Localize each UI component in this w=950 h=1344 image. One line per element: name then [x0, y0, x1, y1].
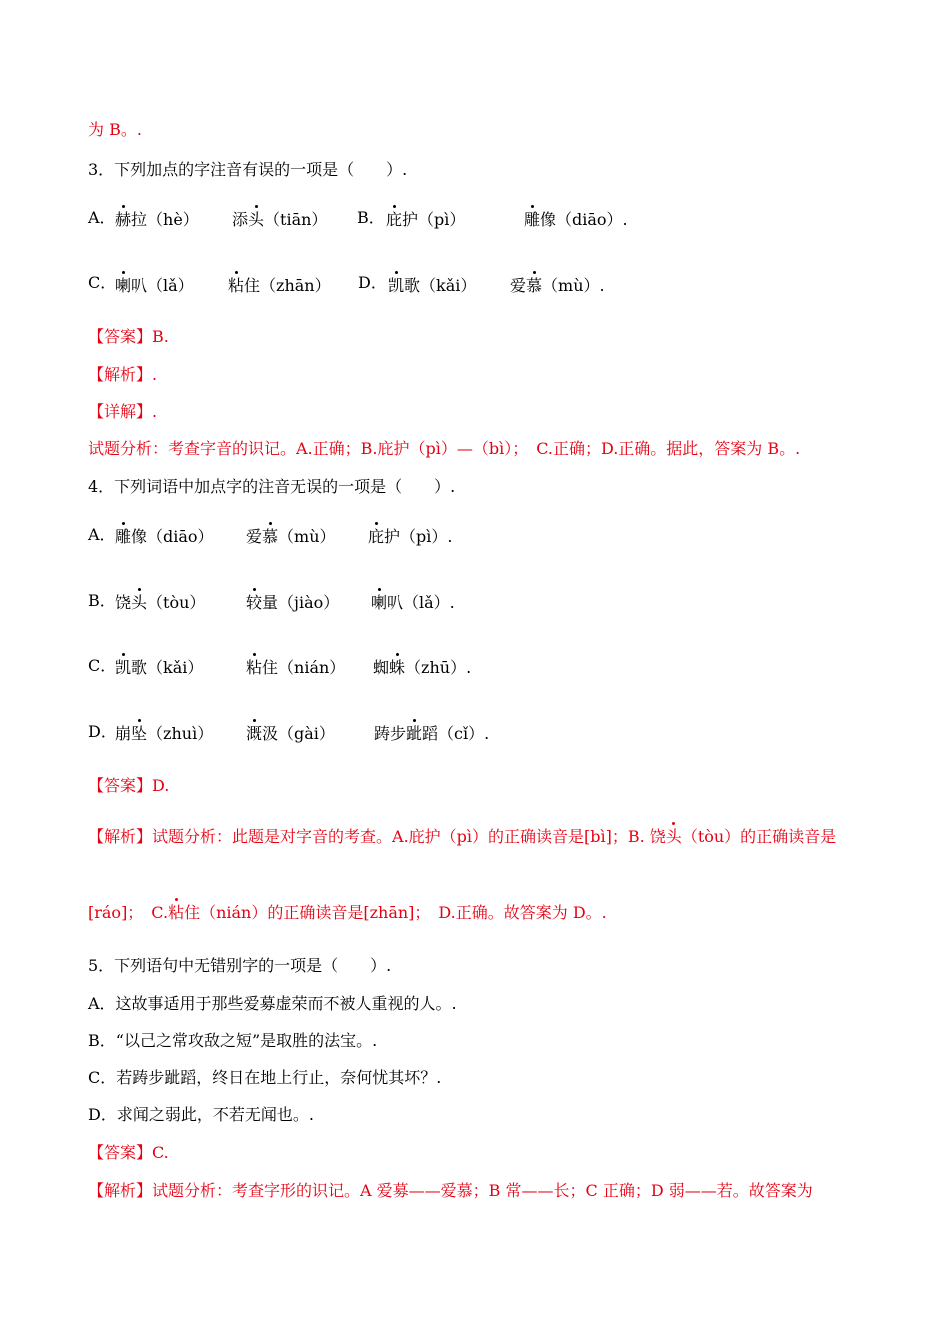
q4-a-word1-rest: 像（diāo）	[131, 527, 214, 546]
q4-answer: 【答案】D.	[88, 776, 170, 795]
q4-c-word1-rest: 歌（kǎi）	[131, 658, 204, 677]
q4-analysis-2b: 住（nián）的正确读音是[zhān]； D.正确。故答案为 D。.	[184, 903, 607, 922]
q4-analysis-1a: 试题分析：此题是对字音的考查。A.庇护（pì）的正确读音是[bì]；B. 饶	[152, 827, 666, 846]
q3-c-word1-rest: 叭（lǎ）	[131, 276, 194, 295]
q4-a-word1-dotted-char: 雕	[115, 527, 132, 546]
q5-analysis-text: 试题分析：考查字形的识记。A 爱募——爱慕；B 常——长；C 正确；D 弱——若。故答案为	[152, 1181, 813, 1200]
q4-a-word2	[246, 527, 336, 547]
q3-b-word1	[386, 210, 465, 230]
q4-c-word3	[373, 658, 471, 678]
q4-b-word1-dotted-char: 头	[131, 593, 148, 612]
q4-d-word1-rest: （zhuì）	[147, 724, 214, 743]
q4-b-word1	[115, 593, 205, 613]
q3-d-word2-dotted-char: 慕	[526, 276, 543, 295]
q4-d-word2-rest: 汲（gài）	[262, 724, 335, 743]
q5-stem: 5．下列语句中无错别字的一项是（ ）.	[88, 956, 392, 975]
q3-option-d-label: D．	[358, 273, 387, 292]
q4-d-word2-dotted-char: 溉	[246, 724, 263, 743]
q4-b-word1-rest: （tòu）	[147, 593, 206, 612]
q5-option-d: D．求闻之弱此，不若无闻也。.	[88, 1105, 314, 1124]
q4-a-word3-rest: 护（pì）.	[384, 527, 453, 546]
q4-a-word1	[115, 527, 214, 547]
q4-c-word3-rest: （zhū）.	[405, 658, 472, 677]
q4-c-word2-dotted-char: 粘	[246, 658, 263, 677]
q3-stem: 3．下列加点的字注音有误的一项是（ ）.	[88, 160, 408, 179]
q4-a-word2-rest: （mù）	[278, 527, 336, 546]
q4-d-word3-prefix: 踌步	[374, 724, 407, 743]
q3-analysis: 试题分析：考查字音的识记。A.正确；B.庇护（pì）—（bì）； C.正确；D.正确。据此，答案为 B。.	[88, 439, 801, 458]
q5-option-a: A．这故事适用于那些爱募虚荣而不被人重视的人。.	[88, 994, 457, 1013]
q4-option-c-label: C．	[88, 656, 117, 675]
q4-b-word2-rest: 量（jiào）	[262, 593, 340, 612]
q4-d-word3-rest: 蹈（cǐ）.	[422, 724, 490, 743]
q3-c-word1	[115, 276, 194, 296]
q4-option-b-label: B．	[88, 591, 116, 610]
q3-d-word1-rest: 歌（kǎi）	[404, 276, 477, 295]
q4-d-word1	[115, 724, 213, 744]
q4-b-word2-dotted-char: 较	[246, 593, 263, 612]
q4-analysis-line1	[88, 827, 836, 847]
q4-analysis-1-dotted-char: 头	[665, 827, 682, 846]
q4-b-word1-prefix: 饶	[115, 593, 132, 612]
q3-answer: 【答案】B.	[88, 327, 169, 346]
q3-a-word2	[232, 210, 327, 230]
q4-option-d-label: D．	[88, 722, 117, 741]
q4-analysis-2-dotted-char: 粘	[168, 903, 185, 922]
q5-analysis	[88, 1181, 813, 1201]
q3-a-word1-rest: 拉（hè）	[131, 210, 199, 229]
q4-analysis-line2	[88, 903, 607, 923]
q4-analysis-1b: （tòu）的正确读音是	[681, 827, 837, 846]
q4-stem: 4．下列词语中加点字的注音无误的一项是（ ）.	[88, 477, 456, 496]
q4-b-word2	[246, 593, 339, 613]
q3-option-c-label: C．	[88, 273, 117, 292]
q3-a-word2-dotted-char: 头	[248, 210, 265, 229]
q4-c-word2-rest: 住（nián）	[262, 658, 346, 677]
q3-a-word1-dotted-char: 赫	[115, 210, 132, 229]
q3-option-b-label: B．	[357, 208, 385, 227]
q4-b-word3-rest: 叭（lǎ）.	[387, 593, 455, 612]
q4-b-word3	[371, 593, 455, 613]
q3-c-word1-dotted-char: 喇	[115, 276, 132, 295]
q3-b-word1-rest: 护（pì）	[402, 210, 466, 229]
q4-d-word3	[374, 724, 489, 744]
q3-d-word2-prefix: 爱	[510, 276, 527, 295]
q4-c-word3-dotted-char: 蛛	[389, 658, 406, 677]
q4-d-word1-dotted-char: 坠	[131, 724, 148, 743]
q3-d-word1-dotted-char: 凯	[388, 276, 405, 295]
q3-d-word2-rest: （mù）.	[542, 276, 605, 295]
q5-option-c: C．若踌步跐蹈，终日在地上行止，奈何忧其坏？.	[88, 1068, 442, 1087]
q3-d-word2	[510, 276, 605, 296]
q4-b-word3-dotted-char: 喇	[371, 593, 388, 612]
q4-a-word2-prefix: 爱	[246, 527, 263, 546]
q3-b-word2-rest: 像（diāo）.	[540, 210, 628, 229]
q4-c-word1-dotted-char: 凯	[115, 658, 132, 677]
q4-analysis-2a: [ráo]； C.	[88, 903, 169, 922]
q3-b-word2	[524, 210, 628, 230]
q4-a-word3	[368, 527, 452, 547]
q4-c-word3-prefix: 蜘	[373, 658, 390, 677]
q4-c-word2	[246, 658, 345, 678]
q4-c-word1	[115, 658, 203, 678]
q4-a-word3-dotted-char: 庇	[368, 527, 385, 546]
q3-c-word2-dotted-char: 粘	[228, 276, 245, 295]
q3-b-word1-dotted-char: 庇	[386, 210, 403, 229]
q4-d-word3-dotted-char: 跐	[406, 724, 423, 743]
q3-option-a-label: A．	[88, 208, 116, 227]
q3-a-word2-rest: （tiān）	[264, 210, 328, 229]
q3-a-word2-prefix: 添	[232, 210, 249, 229]
q3-d-word1	[388, 276, 476, 296]
q3-xiangjie: 【详解】.	[88, 402, 158, 421]
q5-analysis-tag: 【解析】	[88, 1181, 153, 1200]
q4-a-word2-dotted-char: 慕	[262, 527, 279, 546]
q5-answer: 【答案】C.	[88, 1143, 169, 1162]
q3-c-word2-rest: 住（zhān）	[244, 276, 331, 295]
q4-option-a-label: A．	[88, 525, 116, 544]
q3-jiexi: 【解析】.	[88, 365, 158, 384]
previous-answer-tail: 为 B。.	[88, 120, 142, 139]
q5-option-b: B．“以己之常攻敌之短”是取胜的法宝。.	[88, 1031, 378, 1050]
q3-a-word1	[115, 210, 199, 230]
q4-analysis-tag: 【解析】	[88, 827, 153, 846]
q4-d-word1-prefix: 崩	[115, 724, 132, 743]
q4-d-word2	[246, 724, 335, 744]
q3-c-word2	[228, 276, 331, 296]
q3-b-word2-dotted-char: 雕	[524, 210, 541, 229]
